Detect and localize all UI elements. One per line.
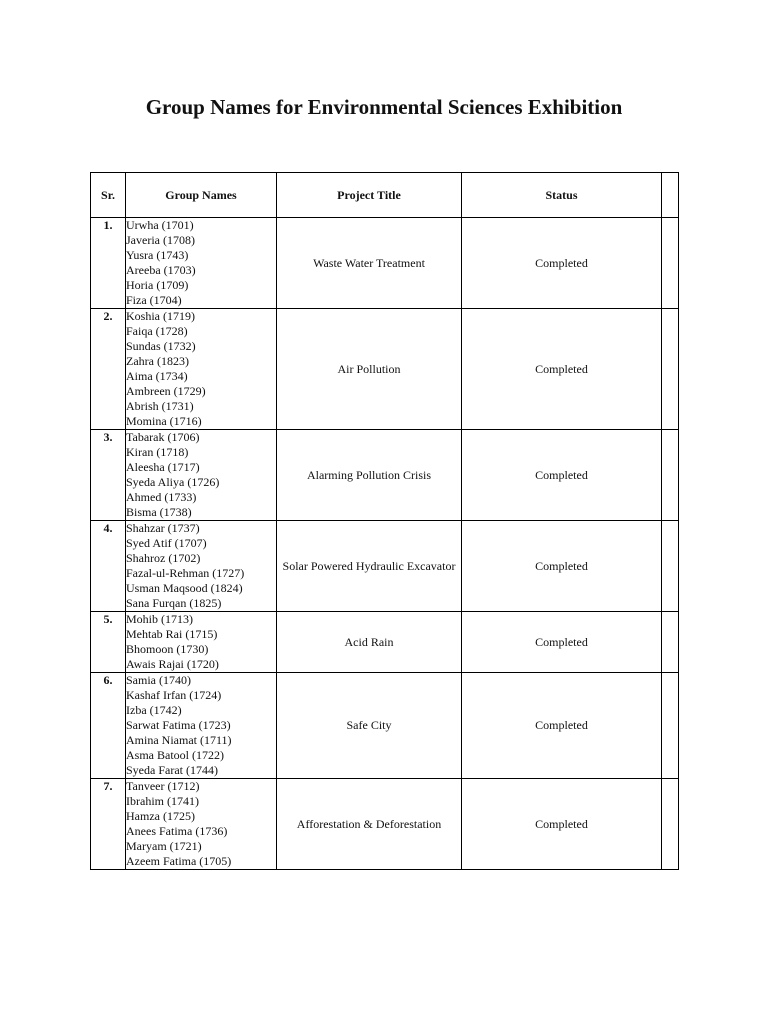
- extra-cell: [662, 309, 679, 430]
- group-member: Ambreen (1729): [126, 384, 206, 398]
- group-member: Javeria (1708): [126, 233, 195, 247]
- group-member: Bhomoon (1730): [126, 642, 209, 656]
- group-member: Horia (1709): [126, 278, 189, 292]
- group-member: Sarwat Fatima (1723): [126, 718, 231, 732]
- project-title-cell: Afforestation & Deforestation: [277, 779, 462, 870]
- table-body: [91, 218, 679, 870]
- group-member: Syeda Aliya (1726): [126, 475, 220, 489]
- group-member: Momina (1716): [126, 414, 202, 428]
- group-members-cell: [126, 673, 277, 779]
- extra-cell: [662, 612, 679, 673]
- project-title-cell: Solar Powered Hydraulic Excavator: [277, 521, 462, 612]
- group-members-cell: [126, 309, 277, 430]
- status-cell: Completed: [462, 218, 662, 309]
- row-serial-number: 3.: [91, 430, 126, 521]
- group-member: Anees Fatima (1736): [126, 824, 228, 838]
- group-member: Awais Rajai (1720): [126, 657, 219, 671]
- header-extra: [662, 173, 679, 218]
- group-member: Sana Furqan (1825): [126, 596, 222, 610]
- group-members-cell: [126, 779, 277, 870]
- row-serial-number: 6.: [91, 673, 126, 779]
- group-members-cell: [126, 521, 277, 612]
- extra-cell: [662, 779, 679, 870]
- row-serial-number: 4.: [91, 521, 126, 612]
- project-title-cell: Acid Rain: [277, 612, 462, 673]
- table-header-row: [91, 173, 679, 218]
- table-row: [91, 218, 679, 309]
- row-serial-number: 2.: [91, 309, 126, 430]
- project-title-cell: Waste Water Treatment: [277, 218, 462, 309]
- group-member: Ahmed (1733): [126, 490, 197, 504]
- group-member: Fazal-ul-Rehman (1727): [126, 566, 245, 580]
- header-group-names: Group Names: [126, 173, 277, 218]
- group-member: Sundas (1732): [126, 339, 196, 353]
- group-member: Izba (1742): [126, 703, 182, 717]
- status-cell: Completed: [462, 779, 662, 870]
- group-member: Fiza (1704): [126, 293, 182, 307]
- status-cell: Completed: [462, 430, 662, 521]
- group-member: Areeba (1703): [126, 263, 196, 277]
- group-member: Kiran (1718): [126, 445, 189, 459]
- extra-cell: [662, 218, 679, 309]
- group-members-cell: [126, 218, 277, 309]
- status-cell: Completed: [462, 673, 662, 779]
- group-member: Shahzar (1737): [126, 521, 200, 535]
- group-member: Samia (1740): [126, 673, 191, 687]
- group-member: Maryam (1721): [126, 839, 202, 853]
- group-member: Mehtab Rai (1715): [126, 627, 218, 641]
- project-title-cell: Alarming Pollution Crisis: [277, 430, 462, 521]
- header-sr: Sr.: [91, 173, 126, 218]
- group-member: Aima (1734): [126, 369, 188, 383]
- group-member: Urwha (1701): [126, 218, 194, 232]
- group-member: Kashaf Irfan (1724): [126, 688, 222, 702]
- group-member: Amina Niamat (1711): [126, 733, 232, 747]
- project-title-cell: Air Pollution: [277, 309, 462, 430]
- extra-cell: [662, 673, 679, 779]
- group-member: Zahra (1823): [126, 354, 189, 368]
- table-row: [91, 309, 679, 430]
- table-row: [91, 673, 679, 779]
- group-member: Azeem Fatima (1705): [126, 854, 232, 868]
- row-serial-number: 1.: [91, 218, 126, 309]
- group-member: Faiqa (1728): [126, 324, 188, 338]
- status-cell: Completed: [462, 521, 662, 612]
- group-member: Syed Atif (1707): [126, 536, 207, 550]
- table-row: [91, 779, 679, 870]
- group-member: Usman Maqsood (1824): [126, 581, 243, 595]
- group-member: Yusra (1743): [126, 248, 189, 262]
- group-member: Asma Batool (1722): [126, 748, 224, 762]
- group-member: Mohib (1713): [126, 612, 193, 626]
- page-title: Group Names for Environmental Sciences Exhibition: [145, 95, 623, 119]
- status-cell: Completed: [462, 309, 662, 430]
- group-member: Syeda Farat (1744): [126, 763, 218, 777]
- group-member: Aleesha (1717): [126, 460, 200, 474]
- extra-cell: [662, 521, 679, 612]
- row-serial-number: 5.: [91, 612, 126, 673]
- header-project-title: Project Title: [277, 173, 462, 218]
- group-members-cell: [126, 430, 277, 521]
- table-row: [91, 612, 679, 673]
- table-row: [91, 521, 679, 612]
- group-member: Hamza (1725): [126, 809, 195, 823]
- project-title-cell: Safe City: [277, 673, 462, 779]
- group-members-cell: [126, 612, 277, 673]
- group-member: Koshia (1719): [126, 309, 195, 323]
- extra-cell: [662, 430, 679, 521]
- row-serial-number: 7.: [91, 779, 126, 870]
- group-member: Tabarak (1706): [126, 430, 200, 444]
- group-member: Abrish (1731): [126, 399, 194, 413]
- group-member: Bisma (1738): [126, 505, 192, 519]
- header-status: Status: [462, 173, 662, 218]
- group-member: Ibrahim (1741): [126, 794, 199, 808]
- status-cell: Completed: [462, 612, 662, 673]
- group-member: Shahroz (1702): [126, 551, 201, 565]
- group-member: Tanveer (1712): [126, 779, 200, 793]
- table-row: [91, 430, 679, 521]
- groups-table: [90, 172, 679, 870]
